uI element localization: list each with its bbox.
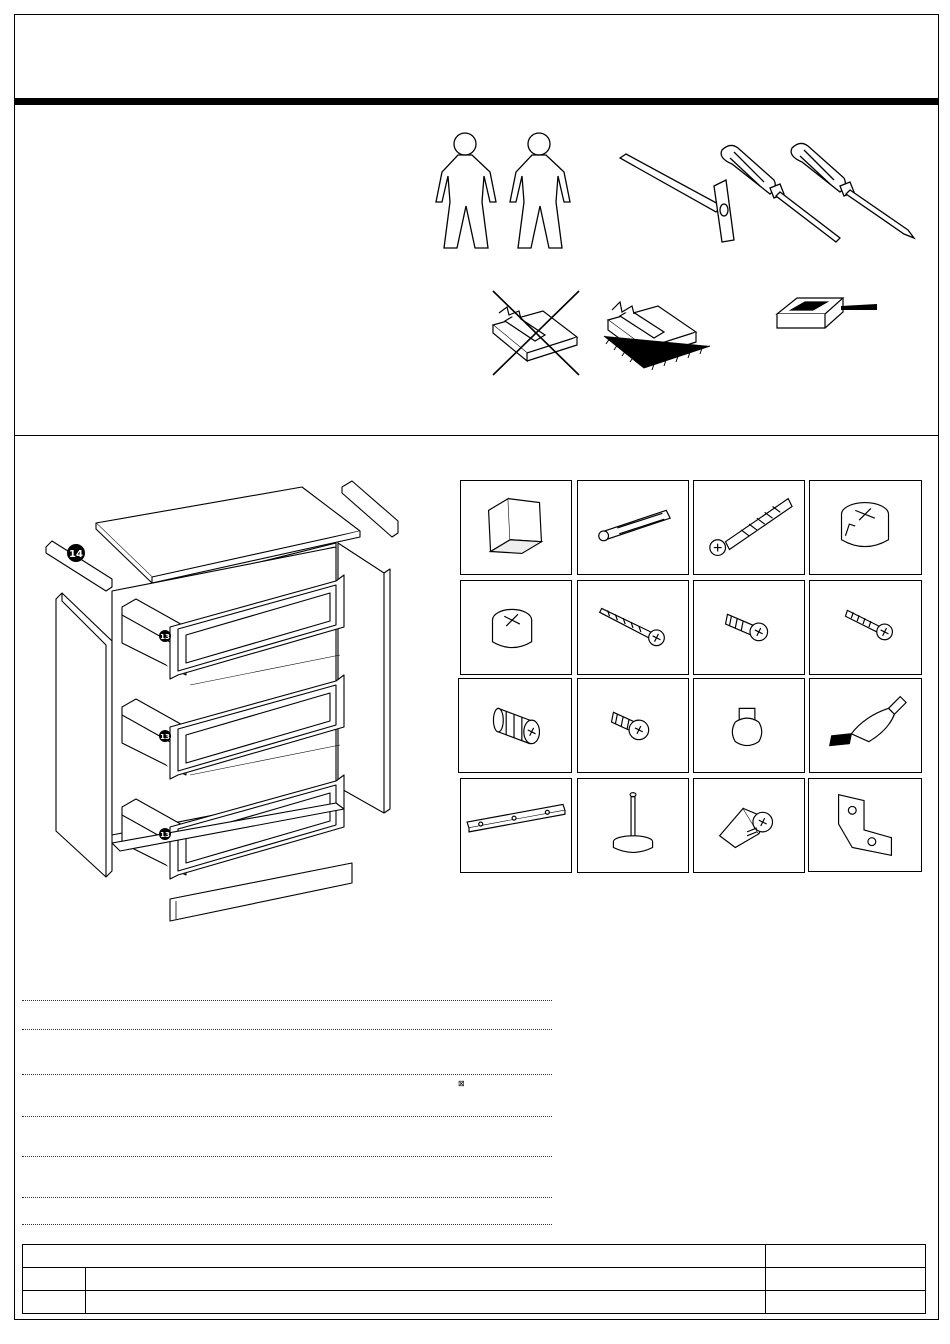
title-block-header-right <box>766 1245 926 1268</box>
dotted-line <box>22 1156 552 1157</box>
exploded-view-diagram <box>40 475 430 930</box>
header-rule <box>14 98 939 105</box>
part-angle-bracket <box>808 778 922 872</box>
corner-protector-icon <box>461 481 571 574</box>
long-screw-icon <box>578 581 688 674</box>
part-flat-head-screw <box>577 678 689 773</box>
dotted-line <box>22 1197 552 1198</box>
part-long-screw <box>577 580 689 675</box>
flat-head-screw-icon <box>578 679 688 772</box>
part-knob <box>693 678 805 773</box>
plinth <box>170 863 352 921</box>
part-cam-bolt <box>693 480 805 575</box>
title-block-row1-right <box>766 1268 926 1291</box>
cam-lock-small-icon <box>461 581 571 674</box>
part-cam-lock <box>809 480 922 575</box>
no-hard-floor-icon <box>485 285 585 377</box>
person-icon <box>436 133 496 248</box>
callout-13: 13 <box>160 633 170 641</box>
title-block-row1-desc <box>86 1268 766 1291</box>
callout-13: 13 <box>160 733 170 741</box>
callout-14: 14 <box>69 549 83 560</box>
title-block-table <box>22 1244 926 1314</box>
header-area <box>14 14 939 99</box>
corner-block-icon <box>694 779 804 872</box>
two-persons-icon <box>428 130 578 252</box>
check-mark: ⊠ <box>458 1079 465 1088</box>
callout-13: 13 <box>160 831 170 839</box>
part-corner-protector <box>460 480 572 575</box>
part-plastic-dowel <box>458 678 572 773</box>
angle-bracket-icon <box>809 779 921 871</box>
dotted-line <box>22 1116 552 1117</box>
part-cam-lock-small <box>460 580 572 675</box>
wood-dowel-icon <box>578 481 688 574</box>
part-confirmat-screw <box>693 580 805 675</box>
part-glue-brush <box>809 678 922 773</box>
part-wood-dowel <box>577 480 689 575</box>
title-block-row1-num <box>23 1268 86 1291</box>
soft-surface-icon <box>600 292 718 370</box>
dotted-line <box>22 1074 552 1075</box>
tape-measure-icon <box>775 292 880 332</box>
part-drawer-runner <box>460 778 572 873</box>
plastic-dowel-icon <box>459 679 571 772</box>
section-divider <box>14 435 939 436</box>
drawer-runner-icon <box>461 779 571 872</box>
knob-icon <box>694 679 804 772</box>
screwdriver-phillips-icon <box>782 138 922 243</box>
title-block-row2-desc <box>86 1291 766 1314</box>
person-icon <box>510 133 570 248</box>
part-short-screw <box>809 580 922 675</box>
cam-bolt-icon <box>694 481 804 574</box>
glue-brush-icon <box>810 679 921 772</box>
title-block-row2-num <box>23 1291 86 1314</box>
short-screw-icon <box>810 581 921 674</box>
dotted-line <box>22 1224 552 1225</box>
cam-lock-icon <box>810 481 921 574</box>
right-side-panel <box>338 543 390 813</box>
adjustable-foot-icon <box>578 779 688 872</box>
title-block-row2-right <box>766 1291 926 1314</box>
title-block-header-left <box>23 1245 766 1268</box>
confirmat-screw-icon <box>694 581 804 674</box>
dotted-line <box>22 1000 552 1001</box>
dotted-line <box>22 1029 552 1030</box>
part-corner-block <box>693 778 805 873</box>
part-adjustable-foot <box>577 778 689 873</box>
